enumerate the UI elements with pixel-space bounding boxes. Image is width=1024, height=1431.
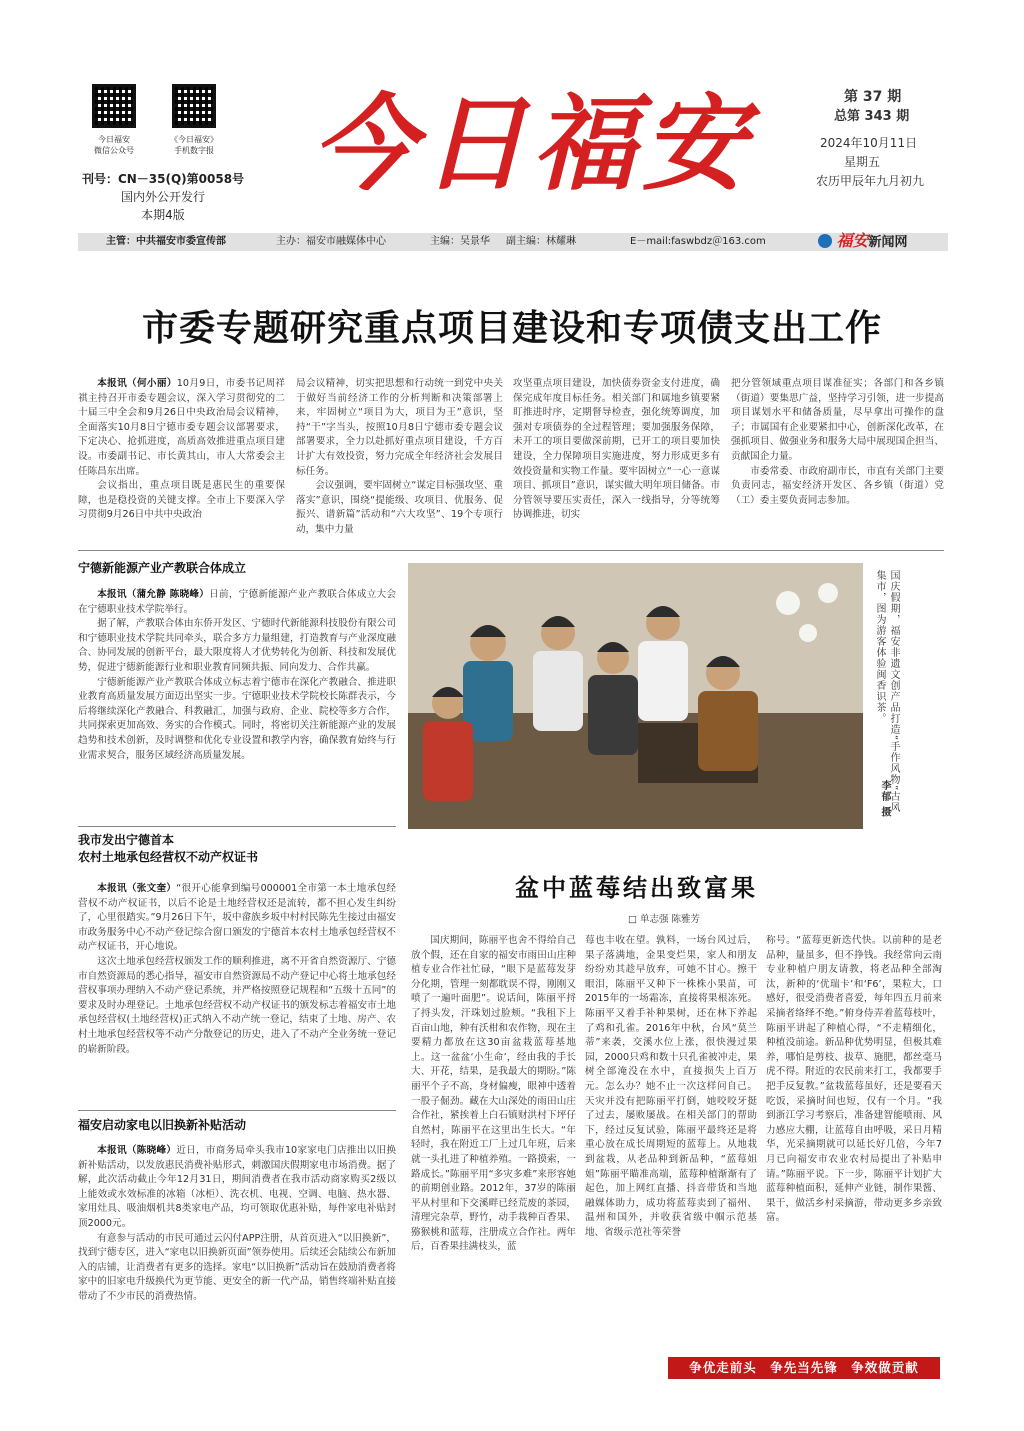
qr-caption-line: 今日福安 bbox=[98, 135, 130, 144]
feature-text: 称号。“蓝莓更新迭代快。以前种的是老品种，量虽多，但不挣钱。我经常向云南专业种植户朋友请教，将老品种全部淘汰，新种的‘优瑞卡’和‘F6’，果粒大，口感好，很受消费者喜爱，每年四五月前来采摘者络绎不绝。”俯身侍弄着蓝莓枝叶，陈丽平讲起了种植心得，“不走精细化，种植没前途。新品种优势明显，但极其难养，哪怕是剪枝、拔草、施肥，都丝毫马虎不得。附近的农民前来打工，我都要手把手反复教。”盆栽蓝莓虽好，还是要看天吃饭，采摘时间也短，仅有一个月。“我到浙江学习考察后，准备建智能喷雨、风力感应大棚，让蓝莓自由呼吸，采日月精华，光采摘期就可以延长好几倍，今年7月已向福安市农业农村局提出了补贴申请。”陈丽平说。下一步，陈丽平计划扩大蓝莓种植面积，延伸产业链，制作果酱、果干，做活乡村采摘游，带动更多乡亲致富。 bbox=[766, 935, 942, 1224]
lead-column-1 bbox=[78, 377, 285, 523]
feature-column-1 bbox=[411, 934, 576, 1255]
story-title bbox=[78, 832, 258, 866]
qr-caption-line: 手机数字报 bbox=[174, 146, 214, 155]
total-issue: 总第 343 期 bbox=[834, 109, 910, 124]
lead-text: 攻坚重点项目建设，加快债券资金支付进度，确保完成年度目标任务。相关部门和属地乡镇要紧盯推进时序，定期督导检查，强化统筹调度，加强对专项债券的全过程管理；要加强服务保障，未开工的项目要做深前期，已开工的项目要加快建设，全力保障项目实施进度，努力形成更多有效投资量和实物工作量。要牢固树立“一心一意谋项目、抓项目”意识，谋实做大明年项目储备。市分管领导要压实责任，深入一线指导，分等统筹协调推进，切实 bbox=[513, 378, 720, 521]
publication-info bbox=[78, 170, 248, 224]
story-body bbox=[78, 882, 396, 1057]
lead-text: 局会议精神，切实把思想和行动统一到党中央关于做好当前经济工作的分析判断和决策部署上来，牢固树立“项目为大，项目为王”意识，坚持“干”字当头，按照10月8日宁德市委专题会议部署要求，全力以赴抓好重点项目建设，千方百计扩大有效投资，努力完成全年经济社会发展目标任务。 bbox=[296, 378, 503, 477]
divider bbox=[78, 1110, 396, 1111]
story-byline: 本报讯（蒲允静 陈晓峰） bbox=[97, 589, 210, 600]
qr-digital bbox=[172, 84, 216, 128]
lunar-date: 农历甲辰年九月初九 bbox=[816, 174, 925, 188]
issn: 刊号：CN－35(Q)第0058号 bbox=[81, 172, 245, 186]
deputy-editor: 副主编：林耀琳 bbox=[506, 236, 576, 247]
news-photo bbox=[408, 563, 863, 829]
issue-number: 第 37 期 bbox=[844, 89, 902, 105]
story-title: 宁德新能源产业产教联合体成立 bbox=[78, 561, 247, 575]
qr-caption-line: 《今日福安》 bbox=[170, 135, 218, 144]
story-title: 福安启动家电以旧换新补贴活动 bbox=[78, 1118, 247, 1132]
qr-wechat-caption bbox=[78, 134, 150, 156]
qr-code-icon bbox=[172, 84, 216, 128]
lead-byline: 本报讯（何小丽） bbox=[97, 378, 177, 389]
sponsor: 主管：中共福安市委宣传部 bbox=[106, 236, 226, 247]
story-text: 这次土地承包经营权颁发工作的顺利推进，离不开省自然资源厅、宁德市自然资源局的悉心指导，福安市自然资源局不动产登记中心将土地承包经营权事项办理纳入不动产登记系统，并严格按照登记规程和“五级十五同”的要求及时办理登记。土地承包经营权不动产权证书的颁发标志着福安市土地承包经营权(土地经营权)正式纳入不动产统一登记，结束了土地、房产、农村土地承包经营权等不动产分散登记的历史，进入了不动产全业务统一登记的崭新阶段。 bbox=[78, 955, 396, 1055]
story-title-line: 我市发出宁德首本 bbox=[78, 833, 175, 847]
story-text: 有意参与活动的市民可通过云闪付APP注册，从首页进入“以旧换新”，找到宁德专区，进入“家电以旧换新页面”领券使用。后续还会陆续公布新加入的店铺，让消费者有更多的选择。家电“以旧换新”活动旨在鼓励消费者将家中的旧家电升级换代为更节能、更安全的新一代产品，销售终端补贴直接带动了不少市民的消费热情。 bbox=[78, 1232, 396, 1302]
story-body bbox=[78, 588, 396, 763]
photo-credit: 李郁 摄 bbox=[879, 780, 890, 818]
lead-column-4 bbox=[731, 377, 944, 508]
feature-text: 莓也丰收在望。孰料，一场台风过后，果子落满地，金果变烂果，家人和朋友纷纷劝其趁早放弃，可她不甘心。擦干眼泪，陈丽平又种下一株株小果苗，可2015年的一场霜冻，直接将果根冻死。陈丽平又着手补种果树，还在林下养起了鸡和孔雀。2016年中秋，台风“莫兰蒂”来袭，交溪水位上涨，很快漫过果园，2000只鸡和数十只孔雀被冲走，果树全部淹没在水中，直接损失上百万元。怎么办？她不止一次这样问自己。天灾并没有把陈丽平打倒，她咬咬牙挺了过去，屡败屡战。在相关部门的帮助下，经过反复试验，陈丽平最终还是将重心放在成长周期短的蓝莓上。从地栽到盆栽，从老品种到新品种，“蓝莓姐姐”陈丽平瞄准高端，蓝莓种植渐渐有了起色，加上网红直播、抖音带货和当地融媒体助力，成功将蓝莓卖到了福州、温州和国外，并收获省级中帼示范基地、省级示范社等荣誉 bbox=[585, 935, 757, 1238]
lead-text: 10月9日，市委书记周祥祺主持召开市委专题会议，深入学习贯彻党的二十届三中全会和9月26日中央政治局会议精神，全面落实10月8日宁德市委专题会议部署要求，下定决心、抢抓进度，高质高效推进重点项目建设。市委副书记、市长黄其山，市人大常委会主任陈昌东出席。 bbox=[78, 378, 286, 477]
lead-text: 市委常委、市政府副市长，市直有关部门主要负责同志，福安经济开发区、各乡镇（街道）党（工）委主要负责同志参加。 bbox=[731, 465, 944, 506]
qr-wechat bbox=[92, 84, 136, 128]
photo-illustration bbox=[408, 563, 863, 829]
email: E－mail:faswbdz＠163.com bbox=[630, 236, 766, 247]
lead-text: 把分管领域重点项目谋准征实；各部门和各乡镇（街道）要集思广益，坚持学习引领，进一步提高项目谋划水平和储备质量，尽早拿出可操作的盘子；市属国有企业要紧扣中心，创新深化改革，在强抓项目、做强业务和服务大局中展现国企担当、贡献国企力量。 bbox=[731, 378, 944, 462]
issue-date: 2024年10月11日 bbox=[820, 136, 918, 150]
issue-info bbox=[816, 88, 950, 191]
masthead-title: 今日福安 bbox=[311, 82, 752, 205]
feature-byline: □ 单志强 陈雅芳 bbox=[628, 914, 701, 925]
page-count: 本期4版 bbox=[141, 208, 185, 222]
host: 主办：福安市融媒体中心 bbox=[276, 236, 386, 247]
qr-caption-line: 微信公众号 bbox=[94, 146, 134, 155]
story-byline: 本报讯（陈晓峰） bbox=[97, 1145, 177, 1156]
distribution: 国内外公开发行 bbox=[120, 190, 205, 204]
photo-caption: 国庆假期，福安非遗文创产品打造“手作风物”古风集市，图为游客体验闽香识茶。 bbox=[874, 570, 899, 814]
story-text: 近日，市商务局牵头我市10家家电门店推出以旧换新补贴活动，以发放惠民消费补贴形式，刺激国庆假期家电市场消费。据了解，此次活动截止今年12月31日，期间消费者在我市活动商家购买2级以上能效或水效标准的冰箱（冰柜）、洗衣机、电视、空调、电脑、热水器、家用灶具、吸油烟机共8类家电产品，均可领取优惠补贴，每件家电补贴封顶2000元。 bbox=[78, 1145, 396, 1229]
story-text: 据了解，产教联合体由东侨开发区、宁德时代新能源科技股份有限公司和宁德职业技术学院共同牵头，联合多方力量组建，打造教育与产业深度融合、协同发展的创新平台，最大限度将人才优势转化为创新、科技和发展优势，促进宁德新能源行业和职业教育同频共振、同向发力、合作共赢。 bbox=[78, 618, 396, 673]
story-text: “很开心能拿到编号000001全市第一本土地承包经营权不动产权证书，以后不论是土地经营权还是流转，都不担心发生纠纷了，心里很踏实。”9月26日下午，坂中畲族乡坂中村村民陈先生接过由福安市政务服务中心不动产登记综合窗口颁发的宁德首本农村土地承包经营权不动产权证书，开心地说。 bbox=[78, 883, 397, 953]
qr-code-icon bbox=[92, 84, 136, 128]
site-logo-fa: 福安 bbox=[836, 231, 869, 250]
feature-column-2 bbox=[585, 934, 757, 1240]
lead-text: 会议指出，重点项目既是惠民生的重要保障，也是稳投资的关键支撑。全市上下要深入学习贯彻9月26日中共中央政治 bbox=[78, 480, 285, 521]
site-logo-text: 新闻网 bbox=[868, 235, 908, 250]
weekday: 星期五 bbox=[844, 155, 881, 169]
lead-column-3 bbox=[513, 377, 720, 523]
story-title-line: 农村土地承包经营权不动产权证书 bbox=[78, 850, 259, 864]
feature-title: 盆中蓝莓结出致富果 bbox=[515, 873, 758, 902]
qr-digital-caption bbox=[158, 134, 230, 156]
story-byline: 本报讯（张文奎） bbox=[97, 883, 177, 894]
site-logo bbox=[818, 228, 908, 251]
lead-headline: 市委专题研究重点项目建设和专项债支出工作 bbox=[141, 307, 882, 349]
divider bbox=[78, 826, 396, 827]
lead-column-2 bbox=[296, 377, 503, 538]
story-body bbox=[78, 1144, 396, 1305]
globe-icon bbox=[818, 234, 832, 248]
feature-column-3 bbox=[766, 934, 942, 1226]
lead-text: 会议强调，要牢固树立“谋定目标强攻坚、重落实”意识，围绕“提能级、攻项目、优服务、促振兴、谱新篇”活动和“六大攻坚”、19个专项行动，集中力量 bbox=[296, 480, 503, 535]
slogan-banner: 争优走前头 争先当先锋 争效做贡献 bbox=[668, 1357, 940, 1379]
story-text: 宁德新能源产业产教联合体成立标志着宁德市在深化产教融合、推进职业教育高质量发展方面迈出坚实一步。宁德职业技术学院校长陈群表示，今后将继续深化产教融合、科教融汇，加强与政府、企业、院校等多方合作，共同探索更加高效、务实的合作模式。同时，将密切关注新能源产业的发展趋势和技术创新，及时调整和优化专业设置和教学内容，确保教育始终与行业需求契合，服务区域经济高质量发展。 bbox=[78, 676, 396, 761]
editor: 主编：吴景华 bbox=[430, 236, 490, 247]
divider bbox=[78, 550, 944, 551]
feature-text: 国庆期间，陈丽平也舍不得给自己放个假，还在自家的福安市雨田山庄种植专业合作社忙碌，“眼下是蓝莓发芽分化期，管理一刻都耽误不得，刚刚又喷了一遍叶面肥”。说话间，陈丽平捋了捋头发，汗珠划过脸颊。“我租下上百亩山地，种有沃柑和农作物，现在主要精力都放在这30亩盆栽蓝莓基地上。这一盆盆‘小生命’，经由我的手长大、开花，结果，是我最大的期盼。”陈丽平个子不高，身材偏瘦，眼神中透着一股子倔劲。藏在大山深处的雨田山庄合作社，紧挨着上白石镇财洪村下坪仔自然村，陈丽平在这里出生长大。“年轻时，我在附近工厂上过几年班，后来就一头扎进了种植养殖。一路摸索，一路成长。”陈丽平用“多灾多难”来形容她的前期创业路。2012年，37岁的陈丽平从村里和下交溪畔已经荒废的茶园，清理完杂草，野竹，动手栽种百香果、猕猴桃和蓝莓，注册成立合作社。两年后，百香果挂满枝头，蓝 bbox=[411, 935, 576, 1253]
story-text: 日前，宁德新能源产业产教联合体成立大会在宁德职业技术学院举行。 bbox=[78, 589, 396, 615]
